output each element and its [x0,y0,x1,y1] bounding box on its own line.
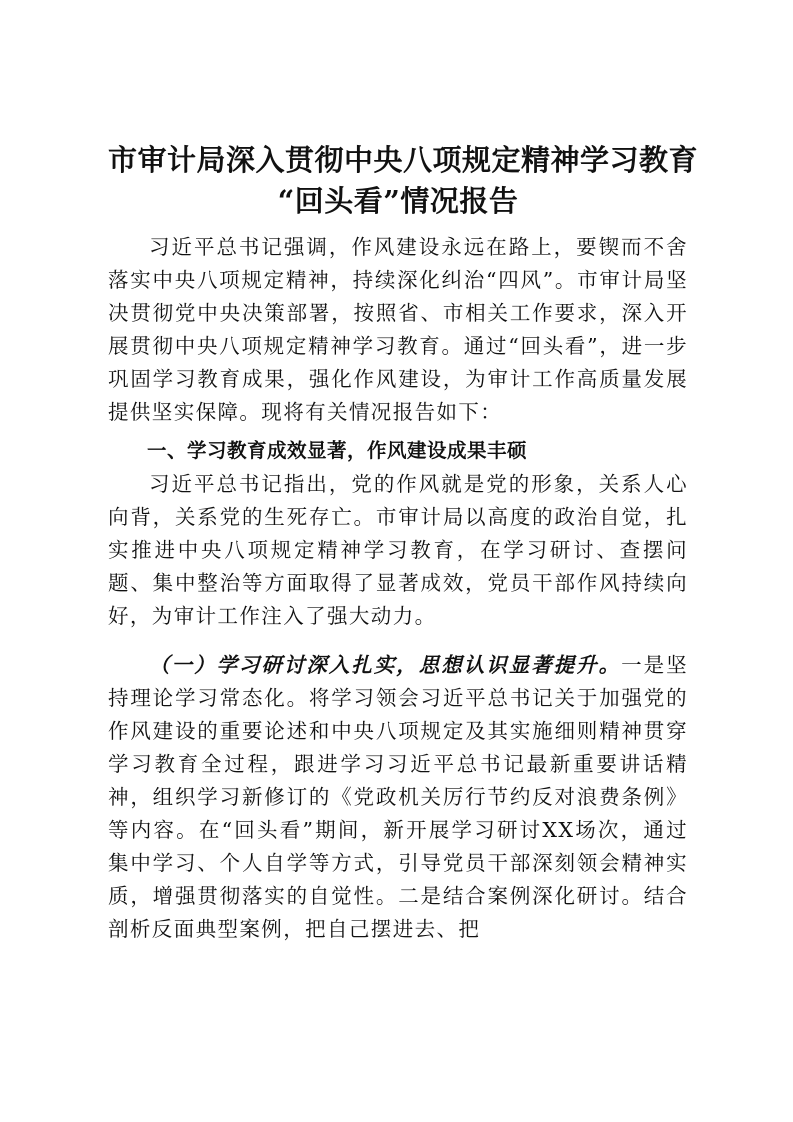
document-body [108,231,688,946]
title-line-2: “回头看”情况报告 [277,184,519,218]
intro-paragraph: 习近平总书记强调，作风建设永远在路上，要锲而不舍落实中央八项规定精神，持续深化纠治“四风”。市审计局坚决贯彻党中央决策部署，按照省、市相关工作要求，深入开展贯彻中央八项规定精神学习教育。通过“回头看”，进一步巩固学习教育成果，强化作风建设，为审计工作高质量发展提供坚实保障。现将有关情况报告如下： [108,235,688,424]
subsection-1-lead: （一）学习研讨深入扎实，思想认识显著提升。 [149,653,622,677]
document-title [108,140,699,222]
title-line-1: 市审计局深入贯彻中央八项规定精神学习教育 [108,143,699,177]
subsection-1-paragraph [108,649,688,946]
subsection-1-text: 一是坚持理论学习常态化。将学习领会习近平总书记关于加强党的作风建设的重要论述和中央八项规定及其实施细则精神贯穿学习教育全过程，跟进学习习近平总书记最新重要讲话精神，组织学习新修订的《党政机关厉行节约反对浪费条例》等内容。在“回头看”期间，新开展学习研讨XX场次，通过集中学习、个人自学等方式，引导党员干部深刻领会精神实质，增强贯彻落实的自觉性。二是结合案例深化研讨。结合剖析反面典型案例，把自己摆进去、把 [108,653,688,941]
document-page [108,140,699,946]
section-1-heading: 一、学习教育成效显著，作风建设成果丰硕 [147,439,528,462]
section-1-paragraph: 习近平总书记指出，党的作风就是党的形象，关系人心向背，关系党的生死存亡。市审计局以高度的政治自觉，扎实推进中央八项规定精神学习教育，在学习研讨、查摆问题、集中整治等方面取得了显著成效，党员干部作风持续向好，为审计工作注入了强大动力。 [108,472,688,628]
